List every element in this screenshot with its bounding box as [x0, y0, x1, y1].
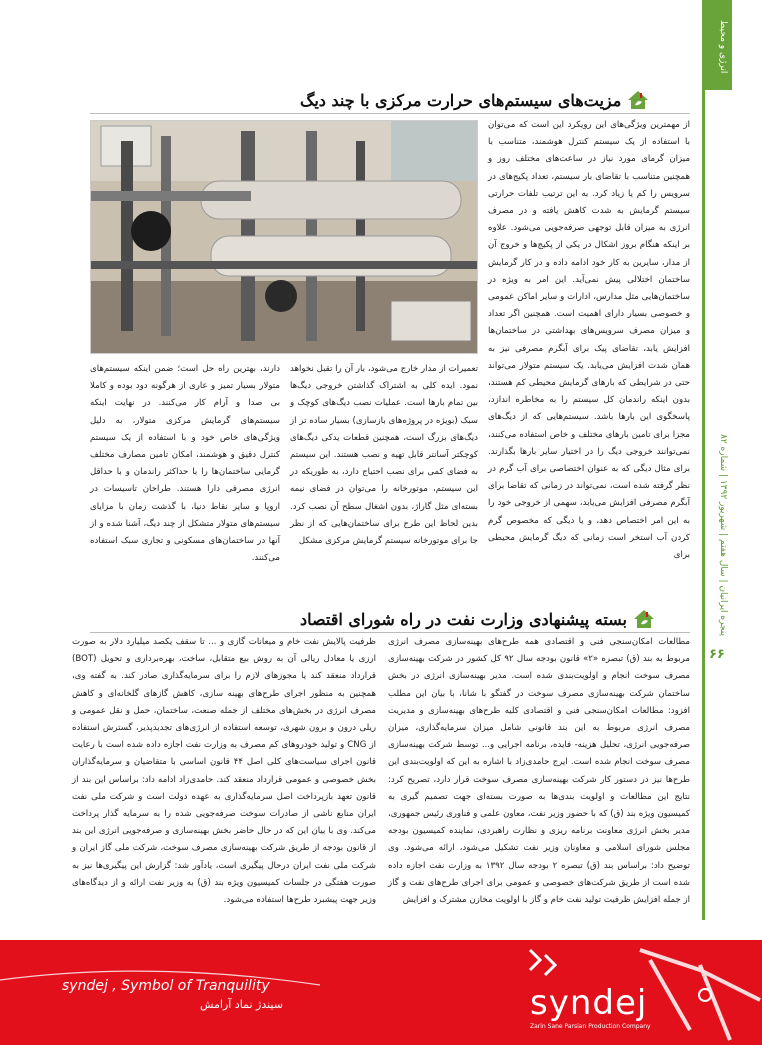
house-leaf-icon — [633, 609, 655, 629]
section-label: انرژی و محیط — [718, 20, 728, 74]
divider — [90, 632, 690, 633]
divider — [90, 113, 690, 114]
article1-column-right: از مهمترین ویژگی‌های این رویکرد این است که می‌توان با استفاده از یک سیستم کنترل هوشمند، متناسب با میزان گرمای مورد نیاز در ساعت‌های مختلف روز و همچنین متناسب با تقاضای بار سیستم، تعداد پکیج‌های در سرویس را کم یا زیاد کرد. به این ترتیب تلفات حرارتی سیستم گرمایش به شدت کاهش یافته و در مصرف انرژی به میزان قابل توجهی صرفه‌جویی می‌شود. علاوه بر اینکه هنگام بروز اشکال در یکی از پکیج‌ها و خروج آن از مدار، سایرین به کار خود ادامه داده و در کار گرمایش ساختمان اختلالی پیش نمی‌آید. این امر به ویژه در ساختمان‌هایی مثل مدارس، ادارات و سایر اماکن عمومی و خصوصی بسیار دارای اهمیت است. همچنین اگر تعداد و میزان مصرف سرویس‌های بهداشتی در ساختمان‌ها افزایش یابد، تقاضای پیک برای آبگرم مصرفی نیز به همان شدت افزایش می‌یابد. یک سیستم متولار می‌تواند حتی در شرایطی که بارهای گرمایش محیطی کم هستند، بدون اینکه راندمان کل سیستم را به مخاطره اندازد، پاسخگوی این بارها باشد. سیستم‌هایی که از دیگ‌های مجزا برای تامین بارهای مختلف و خاص استفاده می‌کنند، نمی‌توانند خروجی دیگ را در اختیار سایر بارها بگذارند. برای مثال دیگی که به عنوان اختصاصی برای آب گرم در نظر گرفته شده است، نمی‌تواند در زمانی که تقاضا برای آبگرم مصرفی افزایش می‌یابد، سهمی از خروجی خود را به این امر اختصاص دهد، و یا دیگی که مخصوص گرم کردن آب استخر است زمانی که دیگ گرمایش محیطی برای — [488, 120, 690, 561]
boiler-room-photo — [90, 120, 478, 354]
article2-heading — [300, 607, 692, 631]
footer-slogan: syndej , Symbol of Tranquility — [62, 978, 270, 994]
article1-column-middle: تعمیرات از مدار خارج می‌شود، بار آن را تقبل نخواهد نمود. ایده کلی به اشتراک گذاشتن خروجی دیگ‌ها بین تمام بارها است. عملیات نصب دیگ‌های کوچک و سبک (بویژه در پروژه‌های بازسازی) بسیار ساده تر از دیگ‌های بزرگ است، همچنین قطعات یدکی دیگ‌های کوچکتر آسانتر قابل تهیه و نصب هستند. این سیستم به فضای کمی برای نصب احتیاج دارد، به طوریکه در این سیستم، موتورخانه را می‌توان در فضای نیمه بسته‌ای مثل گاراژ، بدون اشغال سطح آن نصب کرد. بدین لحاظ این طرح برای ساختمان‌هایی که از نظر جا برای موتورخانه سیستم گرمایش مرکزی مشکل — [290, 364, 478, 547]
article2-title: بسته پیشنهادی وزارت نفت در راه شورای اقتصاد — [300, 609, 627, 629]
brand-logo: syndej — [530, 983, 648, 1023]
page-number: ۶۶ — [709, 647, 725, 662]
article1-heading — [300, 88, 692, 112]
footer-slogan-persian: سیندژ نماد آرامش — [200, 998, 283, 1011]
issue-info: پنجره ایرانیان | سال هفتم | شهریور ۱۳۹۲ | شماره ۸۲ — [718, 433, 728, 636]
article1-column-left: دارند، بهترین راه حل است؛ ضمن اینکه سیستم‌های متولار بسیار تمیز و عاری از هرگونه دود بوده و کاملا بی صدا و آرام کار می‌کنند. در نهایت اینکه سیستم‌های گرمایش مرکزی متولار، به دلیل ویژگی‌های خاص خود و با استفاده از یک سیستم کنترل دقیق و هوشمند، امکان تامین مصارف مختلف گرمایی ساختمان‌ها را با حداکثر راندمان و با حداقل انرژی مصرفی دارا هستند. طراحان تاسیسات در اروپا و سایر نقاط دنیا، با گذشت زمان با مزایای سیستم‌های متولار متشکل از چند دیگ، آشنا شده و از آنها در ساختمان‌های مسکونی و تجاری سبک استفاده می‌کنند. — [90, 364, 280, 564]
article2-column-right: مطالعات امکان‌سنجی فنی و اقتصادی همه طرح‌های بهینه‌سازی مصرف انرژی مربوط به بند (ق) تبصره «۲» قانون بودجه سال ۹۲ کل کشور در شرکت بهینه‌سازی مصرف سوخت انجام و اولویت‌بندی شده است. مدیر بهینه‌سازی انرژی در بخش ساختمان شرکت بهینه‌سازی مصرف سوخت در گفتگو با شانا، با بیان این مطلب افزود: مطالعات امکان‌سنجی فنی و اقتصادی کلیه طرح‌های بهینه‌سازی و مدیریت مصرف انرژی مربوط به این بند قانونی شامل میزان سرمایه‌گذاری، میزان صرفه‌جویی انرژی، تحلیل هزینه- فایده، برنامه اجرایی و... توسط شرکت بهینه‌سازی مصرف سوخت انجام شده است. ایرج حامدی‌زاد با اشاره به این که اولویت‌بندی این طرح‌ها نیز در دستور کار شرکت بهینه‌سازی مصرف سوخت قرار دارد، تصریح کرد: نتایج این مطالعات و اولویت بندی‌ها به صورت بسته‌ای جهت تصمیم گیری به کمیسیون ویژه بند (ق) که با حضور وزیر نفت، معاون علمی و فناوری رئیس جمهوری، مدیر بخش انرژی معاونت برنامه ریزی و نظارت راهبردی، نماینده کمیسیون بودجه مجلس شورای اسلامی و معاونان وزیر نفت تشکیل می‌شود، ارائه می‌شود. وی توضیح داد: براساس بند (ق) تبصره ۲ بودجه سال ۱۳۹۲ به وزارت نفت اجازه داده شده است از طریق شرکت‌های خصوصی و عمومی برای اجرای طرح‌های نفت و گاز از جمله افزایش ظرفیت تولید نفت خام و گاز با اولویت مخازن مشترک و افزایش — [388, 637, 690, 906]
article2-column-left: ظرفیت پالایش نفت خام و میعانات گازی و ... تا سقف یکصد میلیارد دلار به صورت ارزی یا معادل ریالی آن به روش بیع متقابل، ساخت، بهره‌برداری و تحویل (BOT) قرارداد منعقد کند یا مجوزهای لازم را برای سرمایه‌گذاری صادر کند. به گفته وی، همچنین به منظور اجرای طرح‌های بهینه سازی، کاهش گازهای گلخانه‌ای و کاهش مصرف انرژی در بخش‌های مختلف از جمله صنعت، ساختمان، حمل و نقل عمومی و ریلی درون و برون شهری، توسعه استفاده از انرژی‌های تجدیدپذیر، گسترش استفاده از CNG و تولید خودروهای کم مصرف به وزارت نفت اجازه داده شده است با رعایت قانون اجرای سیاست‌های کلی اصل ۴۴ قانون اساسی با متقاضیان و سرمایه‌گذاران بخش خصوصی و عمومی قرارداد منعقد کند. حامدی‌زاد ادامه داد: براساس این بند از قانون تعهد بازپرداخت اصل سرمایه‌گذاری به عهده دولت است و شرکت ملی نفت ایران منابع ناشی از صادرات سوخت صرفه‌جویی شده را به سرمایه گذار پرداخت می‌کند. وی با بیان این که در حال حاضر بخش بهینه‌سازی و صرفه‌جویی انرژی این بند از قانون بودجه از طریق شرکت بهینه‌سازی مصرف سوخت، شرکت ملی گاز ایران و شرکت ملی نفت ایران درحال پیگیری است، یادآور شد: گزارش این پیگیری‌ها نیز به صورت هفتگی در جلسات کمیسیون ویژه بند (ق) به وزیر نفت ارائه و از دیدگاه‌های وزیر جهت پیشبرد طرح‌ها استفاده می‌شود. — [72, 637, 376, 906]
brand-subtitle: Zarin Sane Parsian Production Company — [530, 1023, 651, 1030]
house-leaf-icon — [627, 90, 649, 110]
article1-title: مزیت‌های سیستم‌های حرارت مرکزی با چند دیگ — [300, 90, 622, 110]
